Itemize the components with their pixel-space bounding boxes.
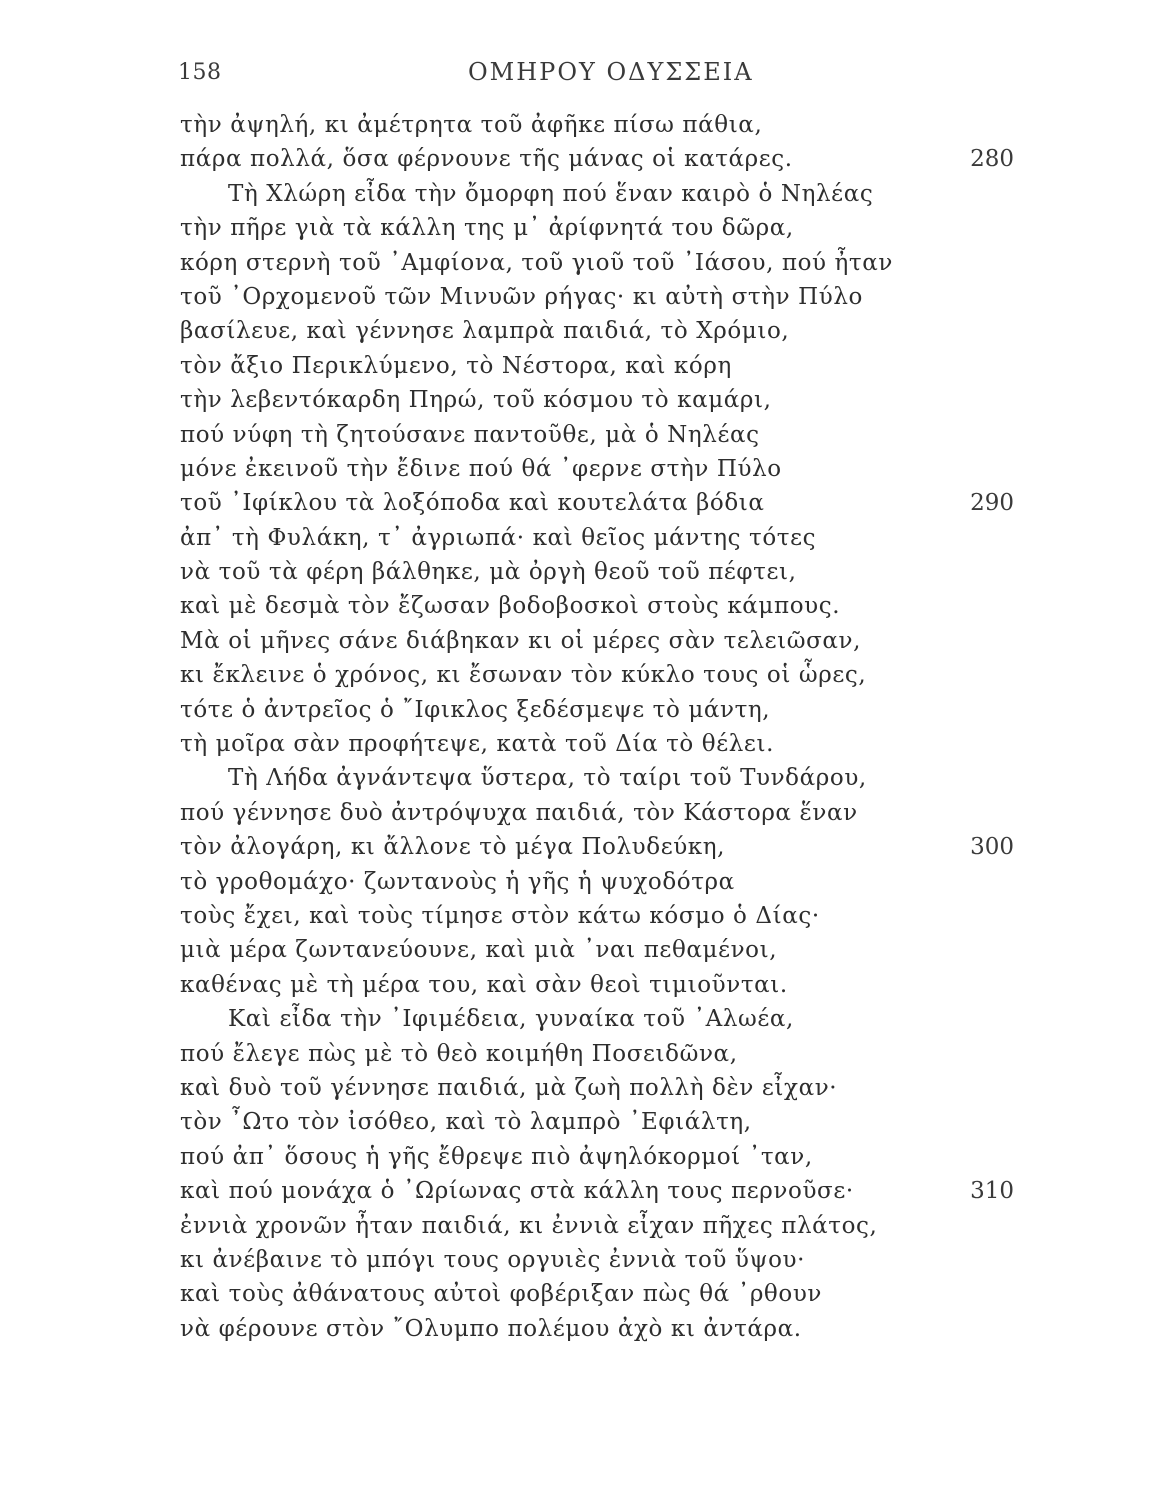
verse-text: καὶ τοὺς ἀθάνατους αὐτοὶ φοβέριξαν πὼς θά ᾽ρθουν: [180, 1281, 822, 1308]
verse-text: καὶ δυὸ τοῦ γέννησε παιδιά, μὰ ζωὴ πολλὴ δὲν εἶχαν·: [180, 1074, 838, 1101]
verse-text: τοὺς ἔχει, καὶ τοὺς τίμησε στὸν κάτω κόσμο ὁ Δίας·: [180, 902, 820, 929]
verse-line: [0, 865, 1149, 899]
verse-line: [0, 1277, 1149, 1311]
verse-line: [0, 1312, 1149, 1346]
verse-text: νὰ τοῦ τὰ φέρη βάλθηκε, μὰ ὀργὴ θεοῦ τοῦ πέφτει,: [180, 559, 797, 586]
verse-text: πού γέννησε δυὸ ἀντρόψυχα παιδιά, τὸν Κάστορα ἕναν: [180, 799, 858, 826]
verse-line: [0, 521, 1149, 555]
verse-text: τὸν ἀλογάρη, κι ἄλλονε τὸ μέγα Πολυδεύκη,: [180, 834, 726, 861]
verse-line: [0, 349, 1149, 383]
verse-line: [0, 1209, 1149, 1243]
verse-text: τὸν ῏Ωτο τὸν ἰσόθεο, καὶ τὸ λαμπρὸ ᾽Εφιάλτη,: [180, 1109, 752, 1136]
page-number: 158: [178, 60, 222, 85]
line-number: 290: [970, 490, 1014, 517]
verse-text: ἀπ᾽ τὴ Φυλάκη, τ᾽ ἀγριωπά· καὶ θεῖος μάντης τότες: [180, 524, 817, 551]
verse-line: [0, 899, 1149, 933]
verse-text: τοῦ ᾽Ιφίκλου τὰ λοξόποδα καὶ κουτελάτα βόδια: [180, 490, 765, 517]
verse-line: [0, 796, 1149, 830]
verse-text: τὴν λεβεντόκαρδη Πηρώ, τοῦ κόσμου τὸ καμάρι,: [180, 387, 772, 414]
verse-text: μόνε ἐκεινοῦ τὴν ἔδινε πού θά ᾽φερνε στὴν Πύλο: [180, 455, 782, 482]
verse-line: [0, 1140, 1149, 1174]
page-header: [0, 0, 1149, 100]
verse-line: [0, 693, 1149, 727]
verse-line: [0, 1002, 1149, 1036]
verse-line: [0, 452, 1149, 486]
verse-line: [0, 246, 1149, 280]
verse-text: τοῦ ᾽Ορχομενοῦ τῶν Μινυῶν ρήγας· κι αὐτὴ στὴν Πύλο: [180, 283, 863, 310]
verse-text: τὴν ἀψηλή, κι ἀμέτρητα τοῦ ἀφῆκε πίσω πάθια,: [180, 112, 763, 138]
verse-text: πού ἀπ᾽ ὅσους ἡ γῆς ἔθρεψε πιὸ ἀψηλόκορμοί ᾽ταν,: [180, 1143, 813, 1170]
verse-block: [0, 108, 1149, 1346]
running-title: ΟΜΗΡΟΥ ΟΔΥΣΣΕΙΑ: [468, 58, 754, 86]
verse-line: [0, 108, 1149, 142]
verse-line: [0, 314, 1149, 348]
verse-line: [0, 727, 1149, 761]
verse-line: [0, 142, 1149, 176]
verse-line: [0, 830, 1149, 864]
verse-line: [0, 624, 1149, 658]
verse-line: [0, 177, 1149, 211]
verse-text: πάρα πολλά, ὅσα φέρνουνε τῆς μάνας οἱ κατάρες.: [180, 146, 793, 173]
verse-line: [0, 1105, 1149, 1139]
verse-text: καὶ μὲ δεσμὰ τὸν ἔζωσαν βοδοβοσκοὶ στοὺς κάμπους.: [180, 593, 841, 620]
verse-line: [0, 658, 1149, 692]
verse-text: καὶ πού μονάχα ὁ ᾽Ωρίωνας στὰ κάλλη τους περνοῦσε·: [180, 1178, 854, 1205]
verse-text: πού νύφη τὴ ζητούσανε παντοῦθε, μὰ ὁ Νηλέας: [180, 421, 760, 448]
verse-line: [0, 1037, 1149, 1071]
verse-text: κι ἔκλεινε ὁ χρόνος, κι ἔσωναν τὸν κύκλο τους οἱ ὧρες,: [180, 662, 867, 689]
verse-line: [0, 1174, 1149, 1208]
verse-text: τὸν ἄξιο Περικλύμενο, τὸ Νέστορα, καὶ κόρη: [180, 352, 732, 379]
verse-line: [0, 418, 1149, 452]
verse-line: [0, 1071, 1149, 1105]
verse-text: τὴ μοῖρα σὰν προφήτεψε, κατὰ τοῦ Δία τὸ θέλει.: [180, 731, 774, 758]
verse-text: νὰ φέρουνε στὸν ῎Ολυμπο πολέμου ἀχὸ κι ἀντάρα.: [180, 1315, 802, 1342]
verse-line: [0, 933, 1149, 967]
verse-text: ἐννιὰ χρονῶν ἦταν παιδιά, κι ἐννιὰ εἶχαν πῆχες πλάτος,: [180, 1212, 878, 1239]
line-number: 300: [970, 834, 1014, 861]
verse-text: τότε ὁ ἀντρεῖος ὁ ῎Ιφικλος ξεδέσμεψε τὸ μάντη,: [180, 696, 771, 723]
verse-text: Μὰ οἱ μῆνες σάνε διάβηκαν κι οἱ μέρες σὰν τελειῶσαν,: [180, 627, 862, 654]
verse-text: Τὴ Λήδα ἀγνάντεψα ὕστερα, τὸ ταίρι τοῦ Τυνδάρου,: [228, 765, 867, 792]
line-number: 310: [970, 1178, 1014, 1205]
verse-text: κι ἀνέβαινε τὸ μπόγι τους οργυιὲς ἐννιὰ τοῦ ὕψου·: [180, 1246, 806, 1273]
verse-line: [0, 211, 1149, 245]
verse-text: τὸ γροθομάχο· ζωντανοὺς ἡ γῆς ἡ ψυχοδότρα: [180, 868, 735, 895]
verse-text: βασίλευε, καὶ γέννησε λαμπρὰ παιδιά, τὸ Χρόμιο,: [180, 318, 790, 345]
verse-text: πού ἔλεγε πὼς μὲ τὸ θεὸ κοιμήθη Ποσειδῶνα,: [180, 1040, 738, 1067]
verse-line: [0, 968, 1149, 1002]
verse-text: τὴν πῆρε γιὰ τὰ κάλλη της μ᾽ ἀρίφνητά του δῶρα,: [180, 215, 794, 242]
line-number: 280: [970, 146, 1014, 173]
verse-line: [0, 555, 1149, 589]
verse-text: μιὰ μέρα ζωντανεύουνε, καὶ μιὰ ᾽ναι πεθαμένοι,: [180, 937, 778, 964]
verse-text: Τὴ Χλώρη εἶδα τὴν ὄμορφη πού ἕναν καιρὸ ὁ Νηλέας: [228, 180, 874, 207]
verse-text: καθένας μὲ τὴ μέρα του, καὶ σὰν θεοὶ τιμιοῦνται.: [180, 971, 788, 998]
verse-text: Καὶ εἶδα τὴν ᾽Ιφιμέδεια, γυναίκα τοῦ ᾽Αλωέα,: [228, 1006, 794, 1033]
verse-line: [0, 1243, 1149, 1277]
verse-line: [0, 761, 1149, 795]
verse-text: κόρη στερνὴ τοῦ ᾽Αμφίονα, τοῦ γιοῦ τοῦ ᾽Ιάσου, πού ἦταν: [180, 249, 893, 276]
verse-line: [0, 589, 1149, 623]
verse-line: [0, 280, 1149, 314]
verse-line: [0, 486, 1149, 520]
verse-line: [0, 383, 1149, 417]
